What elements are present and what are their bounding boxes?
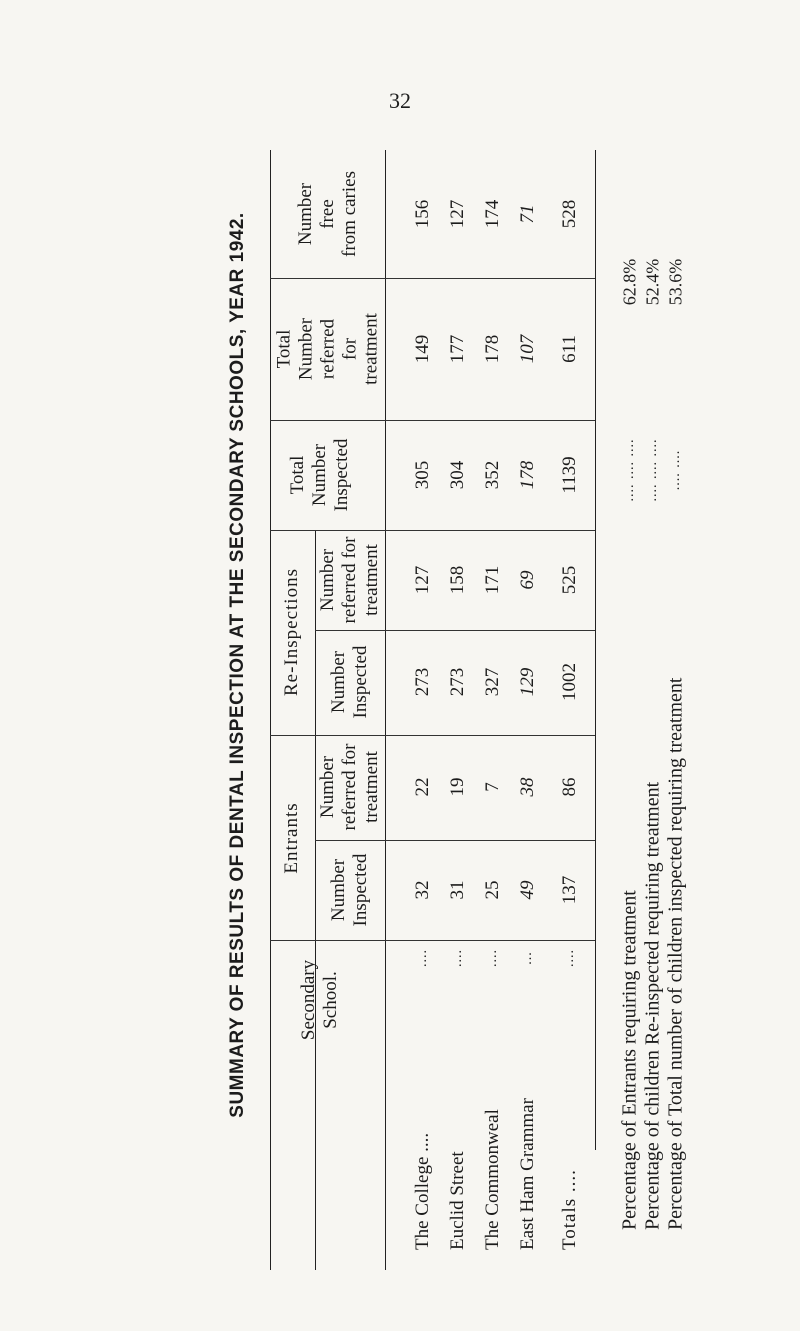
cell-free: 156: [412, 199, 433, 229]
cell-total-inspected: 178: [517, 460, 538, 490]
page-number: 32: [389, 88, 411, 113]
total-entrants-inspected: 137: [559, 875, 580, 905]
cell-entrants-referred: 19: [447, 777, 468, 797]
cell-reinsp-inspected: 273: [447, 667, 468, 697]
header-rule: [385, 150, 386, 1270]
row-rule: [270, 940, 595, 941]
cell-total-referred: 107: [517, 334, 538, 364]
group-rule: [315, 530, 316, 1270]
school-name: The College ....: [412, 1132, 433, 1250]
leader-dots: .... ....: [668, 449, 683, 491]
total-free: 528: [559, 199, 580, 229]
leader-dots: .... .... ....: [622, 438, 637, 502]
dental-inspection-table: [270, 150, 600, 1270]
cell-total-inspected: 352: [482, 460, 503, 490]
cell-entrants-inspected: 31: [447, 880, 468, 900]
cell-total-referred: 178: [482, 334, 503, 364]
cell-entrants-referred: 38: [517, 777, 538, 797]
total-entrants-referred: 86: [559, 777, 580, 797]
percentage-label-reinspected: Percentage of children Re-inspected requiring treatment: [641, 781, 664, 1230]
cell-entrants-inspected: 25: [482, 880, 503, 900]
row-rule: [270, 278, 595, 279]
school-name: The Commonweal: [482, 1109, 503, 1250]
school-name: Euclid Street: [447, 1151, 468, 1250]
group-header-re-inspections: Re-Inspections: [281, 568, 302, 696]
leader-dots: .... .... ....: [645, 438, 660, 502]
percentage-label-entrants: Percentage of Entrants requiring treatment: [618, 890, 641, 1230]
percentage-value-reinspected: 52.4%: [642, 258, 663, 306]
table-rule-right: [595, 150, 596, 1150]
cell-reinsp-referred: 158: [447, 565, 468, 595]
percentage-label-total: Percentage of Total number of children inspected requiring treatment: [664, 677, 687, 1230]
cell-total-referred: 149: [412, 334, 433, 364]
leader-dots: ...: [520, 951, 535, 965]
cell-entrants-referred: 22: [412, 777, 433, 797]
cell-total-inspected: 304: [447, 460, 468, 490]
cell-total-referred: 177: [447, 334, 468, 364]
row-rule: [315, 840, 595, 841]
total-reinsp-referred: 525: [559, 565, 580, 595]
document-title: SUMMARY OF RESULTS OF DENTAL INSPECTION AT THE SECONDARY SCHOOLS, YEAR 1942.: [227, 212, 248, 1118]
header-reinsp-inspected: Number Inspected: [328, 645, 371, 719]
total-reinsp-inspected: 1002: [559, 663, 580, 701]
table-rule: [270, 150, 271, 1270]
totals-label: Totals ....: [559, 1169, 580, 1250]
group-header-entrants: Entrants: [281, 802, 302, 874]
leader-dots: ....: [450, 949, 465, 967]
cell-reinsp-inspected: 129: [517, 667, 538, 697]
leader-dots: ....: [415, 949, 430, 967]
percentage-value-total: 53.6%: [665, 258, 686, 306]
cell-reinsp-referred: 69: [517, 570, 538, 590]
cell-reinsp-referred: 171: [482, 565, 503, 595]
cell-free: 174: [482, 199, 503, 229]
leader-dots: ....: [485, 949, 500, 967]
cell-reinsp-referred: 127: [412, 565, 433, 595]
cell-free: 127: [447, 199, 468, 229]
header-secondary-school: Secondary School.: [298, 959, 341, 1041]
cell-reinsp-inspected: 327: [482, 667, 503, 697]
header-reinsp-referred: Number referred for treatment: [317, 536, 382, 624]
total-referred: 611: [559, 335, 580, 363]
percentage-value-entrants: 62.8%: [619, 258, 640, 306]
cell-total-inspected: 305: [412, 460, 433, 490]
cell-free: 71: [517, 204, 538, 224]
row-rule: [315, 630, 595, 631]
cell-entrants-referred: 7: [482, 782, 503, 792]
header-total-inspected: Total Number Inspected: [287, 438, 352, 512]
cell-entrants-inspected: 32: [412, 880, 433, 900]
leader-dots: ....: [562, 949, 577, 967]
school-name: East Ham Grammar: [517, 1098, 538, 1250]
header-total-referred: Total Number referred for treatment: [273, 313, 382, 385]
row-rule: [270, 420, 595, 421]
header-free-from-caries: Number free from caries: [295, 171, 360, 257]
cell-reinsp-inspected: 273: [412, 667, 433, 697]
cell-entrants-inspected: 49: [517, 880, 538, 900]
header-entrants-referred: Number referred for treatment: [317, 743, 382, 831]
header-entrants-inspected: Number Inspected: [328, 853, 371, 927]
total-inspected: 1139: [559, 456, 580, 494]
row-rule: [270, 735, 595, 736]
row-rule: [270, 530, 595, 531]
